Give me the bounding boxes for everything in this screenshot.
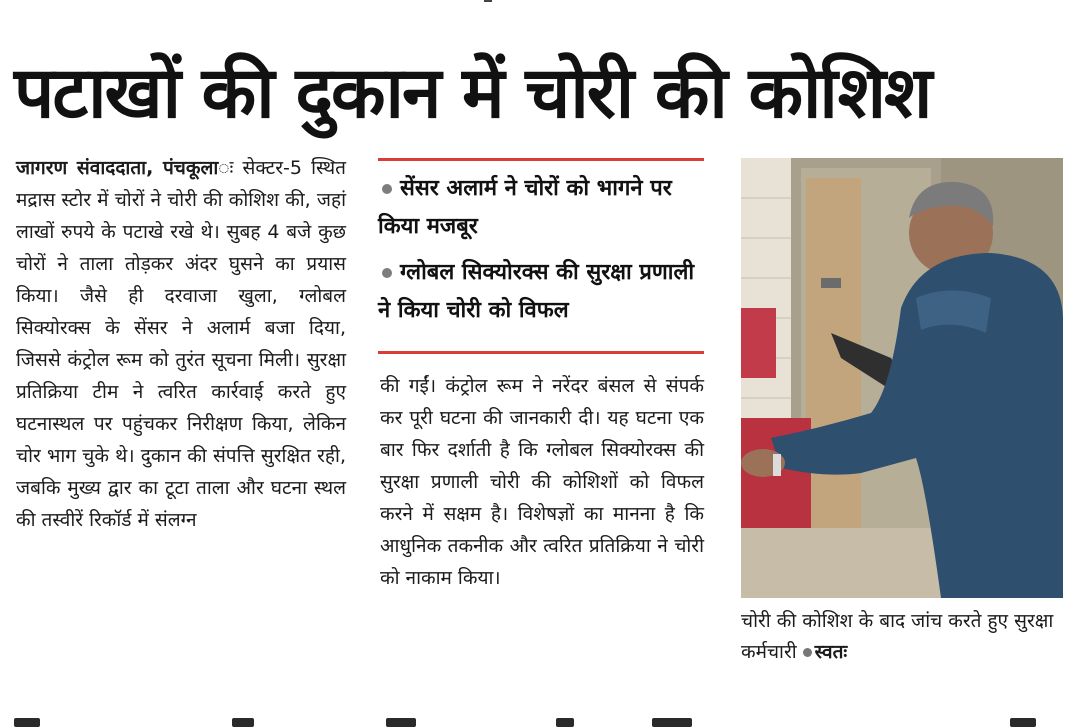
column-1-text: ः सेक्टर-5 स्थित मद्रास स्टोर में चोरों ने चोरी की कोशिश की, जहां लाखों रुपये के पटाखे रखे थे। सुबह 4 बजे कुछ चोरों ने ताला तोड़कर अंदर घुसने का प्रयास किया। जैसे ही दरवाजा खुला, ग्लोबल सिक्योरक्स के सेंसर ने अलार्म बजा दिया, जिससे कंट्रोल रूम को तुरंत सूचना मिली। सुरक्षा प्रतिक्रिया टीम ने त्वरित कार्रवाई करते हुए घटनास्थल पर पहुंचकर निरीक्षण किया, लेकिन चोर भाग चुके थे। दुकान की संपत्ति सुरक्षित रही, जबकि मुख्य द्वार का टूटा ताला और घटना स्थल की तस्वीरें रिकॉर्ड में संलग्न xyxy=(16,157,346,531)
highlights-top-rule xyxy=(378,158,704,161)
highlight-item xyxy=(378,170,704,246)
byline: जागरण संवाददाता, पंचकूला xyxy=(16,157,219,179)
next-article-cutoff xyxy=(0,716,1080,727)
photo-illustration xyxy=(741,158,1063,598)
bullet-icon xyxy=(382,184,392,194)
bullet-icon xyxy=(382,268,392,278)
headline: पटाखों की दुकान में चोरी की कोशिश xyxy=(14,51,931,134)
news-photo xyxy=(741,158,1063,598)
photo-credit: स्वतः xyxy=(814,641,848,663)
article-column-1 xyxy=(16,152,346,692)
credit-bullet-icon xyxy=(803,648,812,657)
article-column-2: की गईं। कंट्रोल रूम ने नरेंदर बंसल से संपर्क कर पूरी घटना की जानकारी दी। यह घटना एक बार फिर दर्शाती है कि ग्लोबल सिक्योरक्स की सुरक्षा प्रणाली चोरी की कोशिशों को विफल करने में सक्षम है। विशेषज्ञों का मानना है कि आधुनिक तकनीक और त्वरित प्रतिक्रिया ने चोरी को नाकाम किया। xyxy=(380,375,704,589)
caption-text: चोरी की कोशिश के बाद जांच करते हुए सुरक्षा कर्मचारी xyxy=(741,610,1054,663)
photo-caption xyxy=(741,606,1071,668)
highlights-bottom-rule xyxy=(378,351,704,354)
top-edge-mark xyxy=(484,0,492,2)
highlight-text: ग्लोबल सिक्योरक्स की सुरक्षा प्रणाली ने किया चोरी को विफल xyxy=(378,260,695,323)
highlights-box xyxy=(378,158,704,354)
highlight-text: सेंसर अलार्म ने चोरों को भागने पर किया मजबूर xyxy=(378,176,672,239)
highlight-item xyxy=(378,254,704,330)
